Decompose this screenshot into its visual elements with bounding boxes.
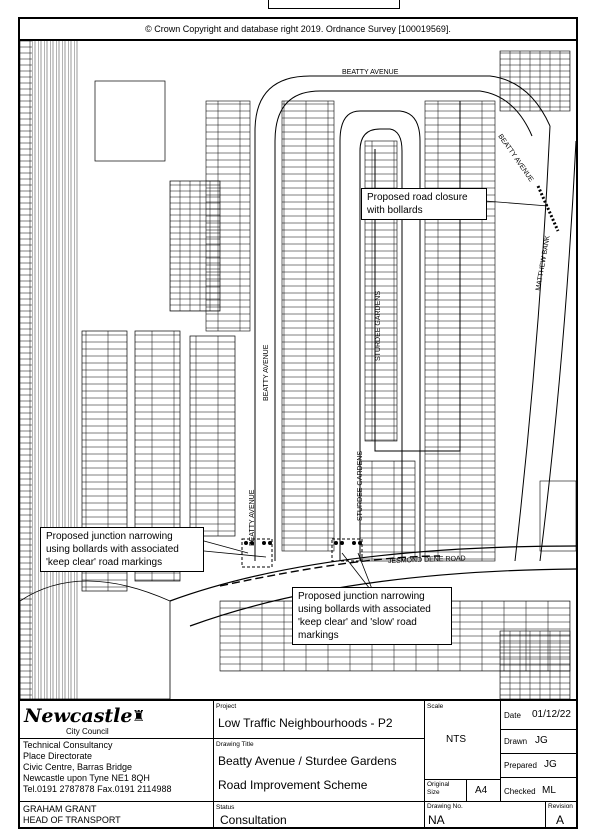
railway-edge [20, 41, 32, 699]
callout-line: Proposed road closure [367, 192, 468, 203]
checked-label: Checked [504, 787, 536, 796]
label-beatty-avenue-ne: BEATTY AVENUE [496, 133, 535, 184]
callout-junction-beatty [40, 527, 204, 572]
drawing-title-line-1: Beatty Avenue / Sturdee Gardens [218, 754, 397, 768]
checked-value: ML [542, 785, 556, 796]
drawing-no-value: NA [428, 813, 445, 827]
prepared-label: Prepared [504, 761, 537, 770]
label-beatty-avenue-top: BEATTY AVENUE [342, 69, 399, 76]
callout-line: using bollards with associated [298, 604, 431, 615]
prepared-value: JG [544, 759, 557, 770]
road-closure-bollards [538, 186, 558, 231]
label-sturdee-gardens-mid: STURDEE GARDENS [375, 290, 382, 361]
top-tab [268, 0, 400, 9]
dept-line: Tel.0191 2787878 Fax.0191 2114988 [23, 784, 172, 794]
revision-label: Revision [548, 803, 573, 810]
revision-value: A [556, 813, 565, 827]
railway-tracks [32, 41, 80, 699]
matthew-bank-road [515, 126, 576, 561]
drawing-title-label: Drawing Title [216, 741, 254, 748]
label-jesmond-dene-road: JESMOND DENE ROAD [387, 555, 466, 565]
status-value: Consultation [220, 813, 287, 827]
drawn-label: Drawn [504, 737, 528, 746]
drawing-title-line-2: Road Improvement Scheme [218, 778, 368, 792]
scale-value: NTS [446, 734, 466, 745]
callout-line: using bollards with associated [46, 544, 179, 555]
dept-line: Newcastle upon Tyne NE1 8QH [23, 773, 150, 783]
callout-line: 'keep clear' and 'slow' road [298, 617, 417, 628]
head-name: GRAHAM GRANT [23, 804, 97, 814]
logo-name: Newcastle [24, 705, 133, 727]
callout-line: Proposed junction narrowing [46, 531, 173, 542]
head-title: HEAD OF TRANSPORT [23, 815, 121, 825]
scale-label: Scale [427, 703, 444, 710]
label-beatty-avenue-mid: BEATTY AVENUE [263, 344, 270, 401]
department-address [23, 740, 211, 795]
logo-sub: City Council [66, 727, 109, 736]
junction-bollards-sturdee [332, 539, 362, 561]
original-size-label-1: Original [427, 781, 450, 788]
copyright-notice: © Crown Copyright and database right 2019. Ordnance Survey [100019569]. [20, 19, 576, 41]
label-beatty-avenue-low: BEATTY AVENUE [249, 489, 256, 546]
date-value: 01/12/22 [532, 709, 571, 720]
original-size-label [427, 781, 449, 797]
label-sturdee-gardens-low: STURDEE GARDENS [357, 450, 364, 521]
original-size-label-2: Size [427, 789, 440, 796]
dept-line: Technical Consultancy [23, 740, 113, 750]
callout-junction-sturdee [292, 587, 452, 645]
label-matthew-bank: MATTHEW BANK [535, 235, 552, 292]
callout-road-closure [361, 188, 487, 220]
council-logo [24, 705, 210, 737]
callout-line: with bollards [367, 205, 423, 216]
callout-line: Proposed junction narrowing [298, 591, 425, 602]
east-housing [500, 51, 576, 551]
dept-line: Civic Centre, Barras Bridge [23, 762, 133, 772]
status-label: Status [216, 804, 235, 811]
date-label: Date [504, 711, 521, 720]
site-map [20, 41, 576, 699]
drawn-value: JG [535, 735, 548, 746]
project-label: Project [216, 703, 237, 710]
dept-line: Place Directorate [23, 751, 93, 761]
project-name: Low Traffic Neighbourhoods - P2 [218, 716, 393, 730]
title-block [20, 699, 576, 829]
drawing-no-label: Drawing No. [427, 803, 463, 810]
head-of-transport [23, 804, 211, 826]
callout-line: 'keep clear' road markings [46, 557, 163, 568]
callout-line: markings [298, 630, 339, 641]
castle-icon: ♜ [132, 708, 146, 725]
original-size-value: A4 [475, 785, 488, 796]
